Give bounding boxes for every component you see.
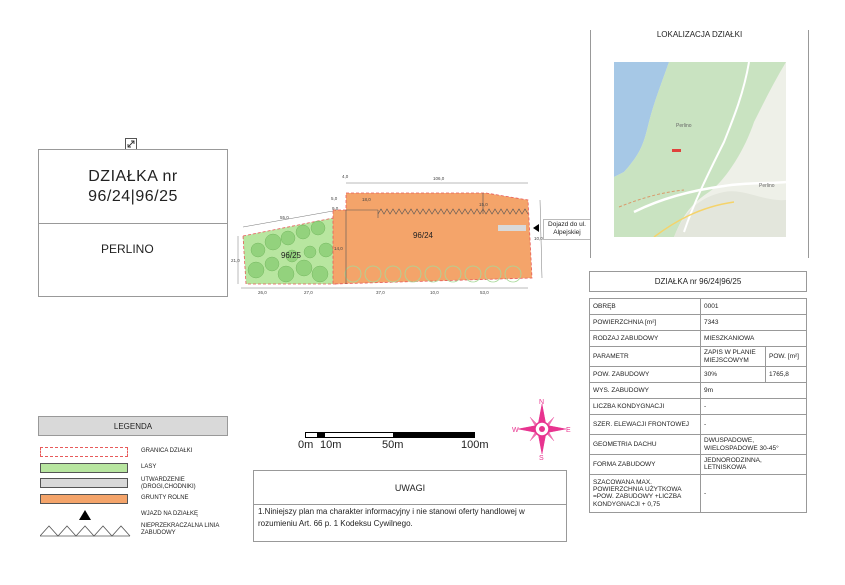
boundary-swatch xyxy=(40,447,128,457)
cell-value: JEDNORODZINNA, LETNISKOWA xyxy=(701,455,807,475)
table-row xyxy=(590,299,807,315)
dim-label: 55,0 xyxy=(280,215,289,220)
forest-swatch xyxy=(40,463,128,473)
legend-label: GRUNTY ROLNE xyxy=(141,495,189,501)
table-row xyxy=(590,367,807,383)
cell-value: 1765,8 xyxy=(766,367,807,383)
dim-label: 53,0 xyxy=(480,290,489,295)
table-row xyxy=(590,331,807,347)
cell-value: 30% xyxy=(701,367,766,383)
map-title: LOKALIZACJA DZIAŁKI xyxy=(656,30,743,39)
legend-item xyxy=(38,446,228,460)
cell-key: RODZAJ ZABUDOWY xyxy=(590,331,701,347)
map-label: Perlino xyxy=(676,123,692,129)
access-road xyxy=(498,225,526,231)
compass-e: E xyxy=(566,427,571,434)
cell-key: LICZBA KONDYGNACJI xyxy=(590,399,701,415)
dim-label: 9,0 xyxy=(332,206,339,211)
cell-value: ZAPIS W PLANIE MIEJSCOWYM xyxy=(701,347,766,367)
cell-key: FORMA ZABUDOWY xyxy=(590,455,701,475)
legend-label: UTWARDZENIE (DROGI,CHODNIKI) xyxy=(141,477,196,490)
cell-key: POW. ZABUDOWY xyxy=(590,367,701,383)
cell-value: 7343 xyxy=(701,315,807,331)
notes-text: 1.Niniejszy plan ma charakter informacyjny i nie stanowi oferty handlowej w rozumieniu Art. 66 p. 1 Kodeksu Cywilnego. xyxy=(258,507,525,528)
compass-s: S xyxy=(539,455,544,460)
cell-value: MIESZKANIOWA xyxy=(701,331,807,347)
table-row xyxy=(590,315,807,331)
cell-value: - xyxy=(701,474,807,512)
dim-label: 4,0 xyxy=(342,174,349,179)
dim-label: 27,0 xyxy=(304,290,313,295)
table-row xyxy=(590,415,807,435)
map-panel xyxy=(590,30,809,258)
cell-value: POW. [m²] xyxy=(766,347,807,367)
legend-item xyxy=(38,477,228,491)
cell-key: GEOMETRIA DACHU xyxy=(590,435,701,455)
legend-label: GRANICA DZIAŁKI xyxy=(141,448,193,454)
dim-label: 5,0 xyxy=(331,196,338,201)
table-row xyxy=(590,455,807,475)
legend-item xyxy=(38,509,228,523)
table-row xyxy=(590,399,807,415)
dim-label: 18,0 xyxy=(362,197,371,202)
cell-key: POWIERZCHNIA [m²] xyxy=(590,315,701,331)
entrance-triangle-icon xyxy=(78,509,92,521)
entrance-marker xyxy=(533,224,539,232)
cell-value: DWUSPADOWE, WIELOSPADOWE 30-45° xyxy=(701,435,807,455)
table-row xyxy=(590,347,807,367)
legend-item xyxy=(38,523,228,537)
legend-item xyxy=(38,462,228,476)
cell-key: PARAMETR xyxy=(590,347,701,367)
dim-label: 10,0 xyxy=(534,236,543,241)
dim-label: 37,0 xyxy=(376,290,385,295)
plot-title: DZIAŁKA nr xyxy=(88,167,178,185)
map-label: Perlino xyxy=(759,183,775,189)
legend-title: LEGENDA xyxy=(38,416,228,436)
cell-key: WYS. ZABUDOWY xyxy=(590,383,701,399)
cell-value: 0001 xyxy=(701,299,807,315)
info-table xyxy=(589,298,807,513)
legend-item xyxy=(38,493,228,507)
dim-label: 10,0 xyxy=(430,290,439,295)
scale-label: 10m xyxy=(320,439,342,451)
table-row xyxy=(590,435,807,455)
table-row xyxy=(590,474,807,512)
scale-label: 50m xyxy=(382,439,404,451)
site-plan xyxy=(228,170,588,295)
cell-value: - xyxy=(701,399,807,415)
dim-label: 21,0 xyxy=(231,258,240,263)
farmland-swatch xyxy=(40,494,128,504)
table-row xyxy=(590,383,807,399)
notes-panel xyxy=(253,470,567,542)
plot-location: PERLINO xyxy=(101,242,154,256)
dim-label: 14,0 xyxy=(334,246,343,251)
scale-label: 0m xyxy=(298,439,314,451)
legend-label: WJAZD NA DZIAŁKĘ xyxy=(141,511,199,517)
plot-marker xyxy=(672,149,681,152)
legend-label: NIEPRZEKRACZALNA LINIA ZABUDOWY xyxy=(141,523,220,536)
notes-title: UWAGI xyxy=(254,471,566,505)
plot-number: 96/24|96/25 xyxy=(88,187,178,205)
parcel-96-25-label: 96/25 xyxy=(280,251,302,260)
cell-key: SZACOWANA MAX. POWIERZCHNIA UŻYTKOWA =POW. ZABUDOWY +LICZBA KONDYGNACJI + 0,75 xyxy=(590,474,701,512)
info-header: DZIAŁKA nr 96/24|96/25 xyxy=(589,271,807,292)
parcel-96-24-label: 96/24 xyxy=(412,231,434,240)
dim-label: 106,0 xyxy=(433,176,445,181)
cell-key: OBRĘB xyxy=(590,299,701,315)
building-line-icon xyxy=(40,523,132,537)
cell-key: SZER. ELEWACJI FRONTOWEJ xyxy=(590,415,701,435)
scale-label: 100m xyxy=(461,439,489,451)
plot-card xyxy=(38,149,228,297)
scale-bar xyxy=(305,432,475,438)
compass-n: N xyxy=(539,399,545,406)
location-map xyxy=(614,62,786,237)
compass-rose xyxy=(512,398,572,460)
access-label: Dojazd do ul. Alpejskiej xyxy=(543,219,591,240)
cell-value: - xyxy=(701,415,807,435)
compass-w: W xyxy=(512,427,519,434)
pavement-swatch xyxy=(40,478,128,488)
plot-title-area xyxy=(39,150,227,224)
dim-label: 15,0 xyxy=(479,202,488,207)
dim-label: 26,0 xyxy=(258,290,267,295)
cell-value: 9m xyxy=(701,383,807,399)
legend-label: LASY xyxy=(141,464,157,470)
